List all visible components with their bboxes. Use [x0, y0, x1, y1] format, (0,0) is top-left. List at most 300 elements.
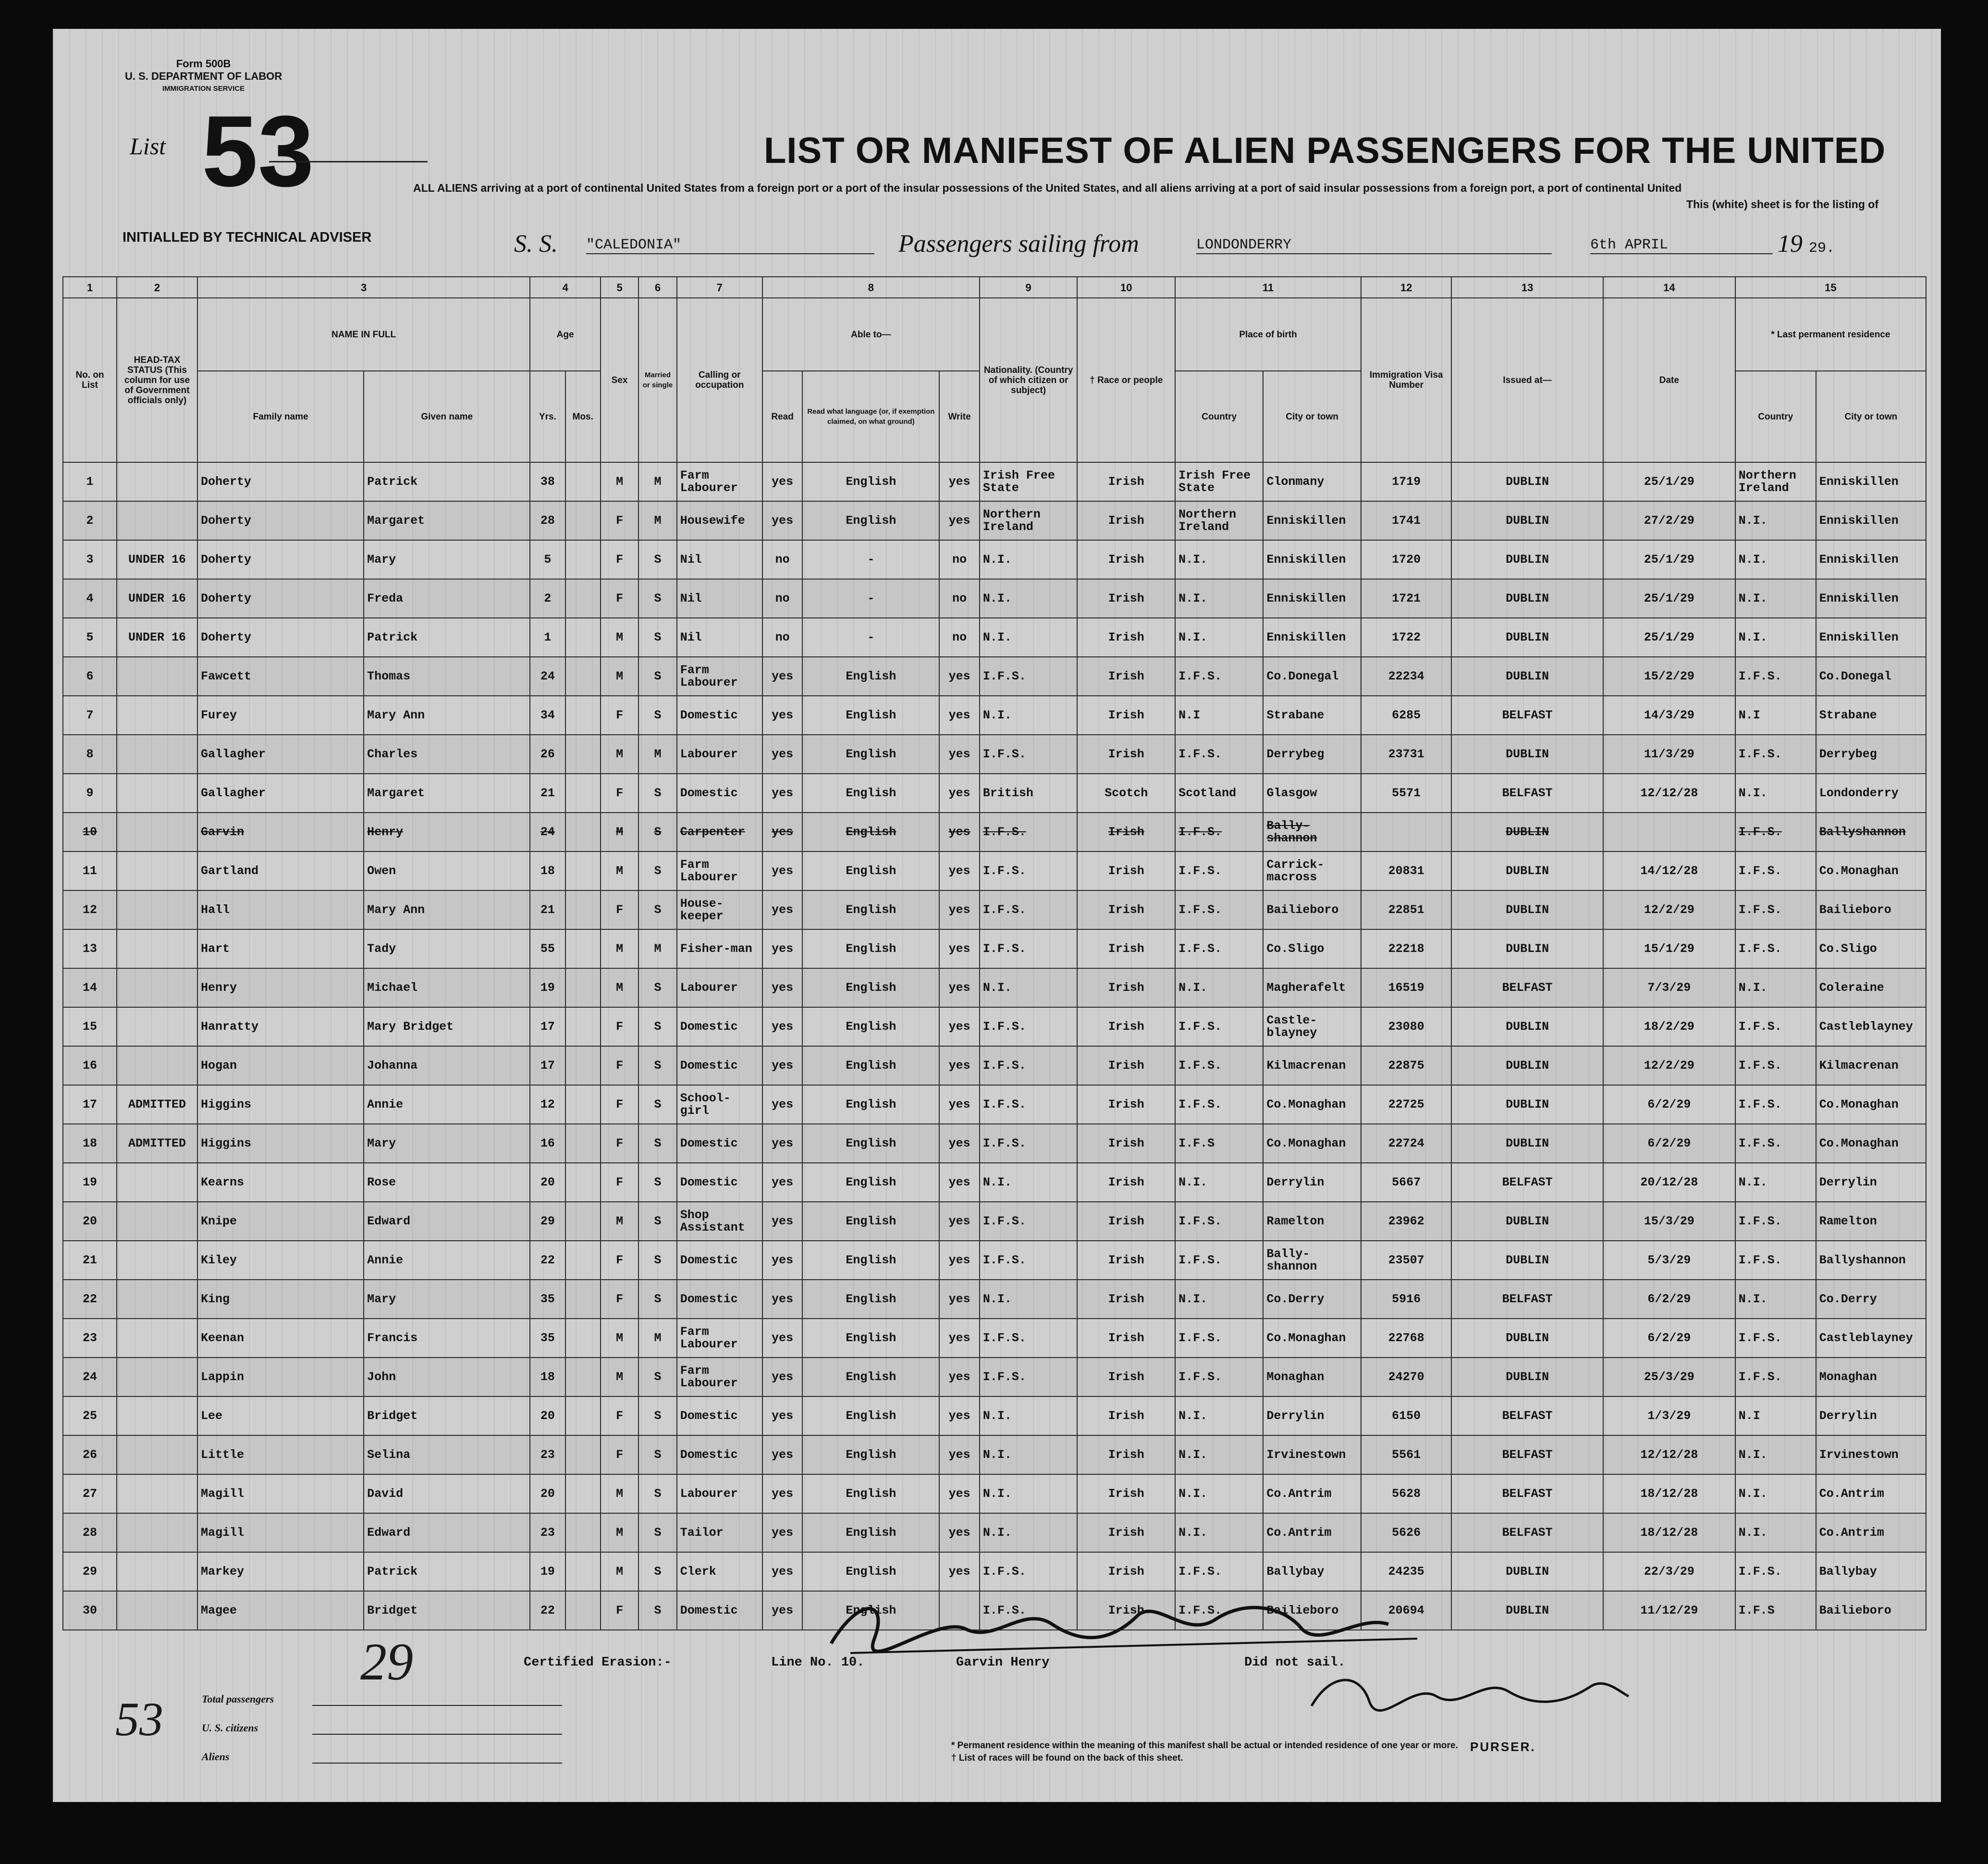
header-mos: Mos. — [565, 371, 601, 462]
issued-at: DUBLIN — [1451, 540, 1603, 579]
marital-status: S — [638, 1358, 676, 1396]
sex: F — [601, 774, 638, 813]
head-tax-status — [117, 1513, 197, 1552]
visa-number: 22851 — [1361, 890, 1451, 929]
sex: M — [601, 1202, 638, 1241]
head-tax-status — [117, 1046, 197, 1085]
family-name: King — [197, 1280, 364, 1319]
table-row — [63, 1202, 1926, 1241]
year-suffix: 29. — [1809, 240, 1835, 257]
table-row — [63, 657, 1926, 696]
birth-town: Bally-shannon — [1263, 813, 1361, 852]
visa-date: 18/12/28 — [1603, 1513, 1735, 1552]
visa-number: 1719 — [1361, 462, 1451, 501]
given-name: Johanna — [364, 1046, 530, 1085]
residence-country: I.F.S. — [1735, 735, 1816, 774]
given-name: Mary — [364, 1124, 530, 1163]
issued-at: DUBLIN — [1451, 813, 1603, 852]
visa-date: 15/1/29 — [1603, 929, 1735, 968]
occupation: Domestic — [677, 1241, 762, 1280]
visa-date: 20/12/28 — [1603, 1163, 1735, 1202]
row-number: 14 — [63, 968, 117, 1007]
age-years: 17 — [530, 1046, 565, 1085]
race: Irish — [1077, 618, 1175, 657]
residence-country: I.F.S — [1735, 1591, 1816, 1630]
occupation: Farm Labourer — [677, 462, 762, 501]
visa-number: 5561 — [1361, 1435, 1451, 1474]
birth-town: Co.Antrim — [1263, 1474, 1361, 1513]
column-number: 10 — [1077, 277, 1175, 298]
header-calling: Calling or occupation — [677, 298, 762, 462]
column-number: 8 — [762, 277, 980, 298]
occupation: Domestic — [677, 1396, 762, 1435]
family-name: Hanratty — [197, 1007, 364, 1046]
nationality: I.F.S. — [980, 1124, 1078, 1163]
nationality: Northern Ireland — [980, 501, 1078, 540]
column-number: 2 — [117, 277, 197, 298]
head-tax-status: UNDER 16 — [117, 579, 197, 618]
sex: F — [601, 1163, 638, 1202]
residence-town: Castleblayney — [1816, 1319, 1926, 1358]
can-read: yes — [762, 890, 802, 929]
race: Irish — [1077, 735, 1175, 774]
residence-country: I.F.S. — [1735, 1319, 1816, 1358]
birth-country: I.F.S — [1175, 1124, 1263, 1163]
residence-town: Kilmacrenan — [1816, 1046, 1926, 1085]
age-years: 18 — [530, 1358, 565, 1396]
issued-at: DUBLIN — [1451, 929, 1603, 968]
race: Irish — [1077, 1163, 1175, 1202]
residence-town: Strabane — [1816, 696, 1926, 735]
nationality: N.I. — [980, 1474, 1078, 1513]
sex: M — [601, 1319, 638, 1358]
marital-status: S — [638, 968, 676, 1007]
birth-country: Northern Ireland — [1175, 501, 1263, 540]
can-read: yes — [762, 1513, 802, 1552]
can-write: yes — [939, 735, 979, 774]
sex: M — [601, 968, 638, 1007]
age-years: 24 — [530, 657, 565, 696]
occupation: Nil — [677, 540, 762, 579]
issued-at: DUBLIN — [1451, 1358, 1603, 1396]
family-name: Garvin — [197, 813, 364, 852]
marital-status: S — [638, 813, 676, 852]
occupation: School-girl — [677, 1085, 762, 1124]
age-years: 55 — [530, 929, 565, 968]
departure-port: LONDONDERRY — [1196, 237, 1552, 254]
given-name: Margaret — [364, 501, 530, 540]
residence-town: Enniskillen — [1816, 462, 1926, 501]
can-write: yes — [939, 968, 979, 1007]
table-row — [63, 1163, 1926, 1202]
read-language: English — [802, 968, 939, 1007]
row-number: 19 — [63, 1163, 117, 1202]
nationality: I.F.S. — [980, 657, 1078, 696]
marital-status: S — [638, 1007, 676, 1046]
row-number: 11 — [63, 852, 117, 890]
age-years: 29 — [530, 1202, 565, 1241]
header-birth-country: Country — [1175, 371, 1263, 462]
age-years: 21 — [530, 890, 565, 929]
table-row — [63, 852, 1926, 890]
head-tax-status — [117, 1202, 197, 1241]
given-name: Edward — [364, 1513, 530, 1552]
row-number: 28 — [63, 1513, 117, 1552]
visa-date: 6/2/29 — [1603, 1319, 1735, 1358]
visa-date: 11/12/29 — [1603, 1591, 1735, 1630]
nationality: N.I. — [980, 968, 1078, 1007]
age-months — [565, 1202, 601, 1241]
table-row — [63, 618, 1926, 657]
head-tax-status — [117, 501, 197, 540]
birth-country: Scotland — [1175, 774, 1263, 813]
residence-town: Enniskillen — [1816, 501, 1926, 540]
age-years: 35 — [530, 1319, 565, 1358]
sex: F — [601, 696, 638, 735]
age-years: 26 — [530, 735, 565, 774]
table-row — [63, 696, 1926, 735]
birth-town: Enniskillen — [1263, 540, 1361, 579]
family-name: Little — [197, 1435, 364, 1474]
age-years: 1 — [530, 618, 565, 657]
age-months — [565, 1007, 601, 1046]
race: Irish — [1077, 1513, 1175, 1552]
read-language: English — [802, 1007, 939, 1046]
family-name: Fawcett — [197, 657, 364, 696]
visa-number: 23962 — [1361, 1202, 1451, 1241]
issued-at: BELFAST — [1451, 1396, 1603, 1435]
issued-at: DUBLIN — [1451, 852, 1603, 890]
read-language: English — [802, 1046, 939, 1085]
can-write: yes — [939, 1007, 979, 1046]
can-write: yes — [939, 929, 979, 968]
age-months — [565, 579, 601, 618]
residence-town: Co.Monaghan — [1816, 1085, 1926, 1124]
header-date: Date — [1603, 298, 1735, 462]
can-read: yes — [762, 1124, 802, 1163]
column-number: 11 — [1175, 277, 1361, 298]
birth-country: Irish Free State — [1175, 462, 1263, 501]
visa-date: 18/12/28 — [1603, 1474, 1735, 1513]
row-number: 24 — [63, 1358, 117, 1396]
can-read: yes — [762, 501, 802, 540]
family-name: Magill — [197, 1513, 364, 1552]
birth-country: N.I. — [1175, 1435, 1263, 1474]
sex: F — [601, 1085, 638, 1124]
birth-town: Co.Antrim — [1263, 1513, 1361, 1552]
column-number: 14 — [1603, 277, 1735, 298]
marital-status: S — [638, 1435, 676, 1474]
marital-status: M — [638, 735, 676, 774]
visa-number: 22768 — [1361, 1319, 1451, 1358]
can-read: yes — [762, 852, 802, 890]
age-years: 22 — [530, 1591, 565, 1630]
can-read: yes — [762, 1202, 802, 1241]
marital-status: S — [638, 657, 676, 696]
issued-at: BELFAST — [1451, 696, 1603, 735]
residence-town: Derrylin — [1816, 1163, 1926, 1202]
age-years: 19 — [530, 1552, 565, 1591]
residence-town: Derrybeg — [1816, 735, 1926, 774]
birth-town: Co.Monaghan — [1263, 1124, 1361, 1163]
visa-number: 16519 — [1361, 968, 1451, 1007]
sex: M — [601, 1358, 638, 1396]
age-months — [565, 890, 601, 929]
table-row — [63, 501, 1926, 540]
birth-town: Enniskillen — [1263, 579, 1361, 618]
header-read: Read — [762, 371, 802, 462]
visa-date: 1/3/29 — [1603, 1396, 1735, 1435]
issued-at: DUBLIN — [1451, 1319, 1603, 1358]
can-write: yes — [939, 890, 979, 929]
visa-date: 15/2/29 — [1603, 657, 1735, 696]
residence-country: N.I. — [1735, 968, 1816, 1007]
residence-country: N.I. — [1735, 1435, 1816, 1474]
residence-town: Londonderry — [1816, 774, 1926, 813]
race: Irish — [1077, 813, 1175, 852]
table-row — [63, 1241, 1926, 1280]
column-number: 4 — [530, 277, 601, 298]
occupation: Farm Labourer — [677, 1319, 762, 1358]
sex: M — [601, 929, 638, 968]
us-citizens-line — [312, 1734, 562, 1735]
sex: F — [601, 579, 638, 618]
race: Irish — [1077, 579, 1175, 618]
officer-signature — [1302, 1663, 1638, 1720]
form-number: Form 500B — [176, 58, 231, 70]
birth-country: I.F.S. — [1175, 852, 1263, 890]
marital-status: S — [638, 1591, 676, 1630]
can-read: yes — [762, 1046, 802, 1085]
residence-town: Bailieboro — [1816, 1591, 1926, 1630]
table-row — [63, 1358, 1926, 1396]
birth-country: N.I. — [1175, 1163, 1263, 1202]
birth-country: N.I. — [1175, 540, 1263, 579]
birth-country: N.I. — [1175, 579, 1263, 618]
age-months — [565, 1085, 601, 1124]
subtitle-instructions: ALL ALIENS arriving at a port of continental United States from a foreign port or a port of the insular possessions of the United States, and all aliens arriving at a port of said insular possessions from a foreign port, a port of continental United — [413, 182, 1682, 194]
age-months — [565, 1124, 601, 1163]
age-years: 23 — [530, 1435, 565, 1474]
given-name: David — [364, 1474, 530, 1513]
birth-country: N.I. — [1175, 968, 1263, 1007]
given-name: Tady — [364, 929, 530, 968]
birth-town: Monaghan — [1263, 1358, 1361, 1396]
age-months — [565, 618, 601, 657]
row-number: 9 — [63, 774, 117, 813]
visa-date: 6/2/29 — [1603, 1124, 1735, 1163]
birth-town: Co.Donegal — [1263, 657, 1361, 696]
read-language: English — [802, 1474, 939, 1513]
occupation: Carpenter — [677, 813, 762, 852]
can-write: yes — [939, 1163, 979, 1202]
can-write: yes — [939, 501, 979, 540]
can-read: yes — [762, 1552, 802, 1591]
table-row — [63, 1513, 1926, 1552]
sex: F — [601, 890, 638, 929]
row-number: 18 — [63, 1124, 117, 1163]
occupation: Labourer — [677, 1474, 762, 1513]
can-write: no — [939, 579, 979, 618]
nationality: I.F.S. — [980, 813, 1078, 852]
head-tax-status — [117, 774, 197, 813]
residence-country: I.F.S. — [1735, 1007, 1816, 1046]
family-name: Doherty — [197, 540, 364, 579]
header-write: Write — [939, 371, 979, 462]
list-number: 53 — [202, 95, 314, 208]
age-years: 12 — [530, 1085, 565, 1124]
age-months — [565, 1591, 601, 1630]
can-read: yes — [762, 1591, 802, 1630]
sex: F — [601, 1435, 638, 1474]
family-name: Hart — [197, 929, 364, 968]
can-read: yes — [762, 1319, 802, 1358]
nationality: Irish Free State — [980, 462, 1078, 501]
marital-status: S — [638, 1085, 676, 1124]
birth-town: Carrick-macross — [1263, 852, 1361, 890]
family-name: Doherty — [197, 618, 364, 657]
age-years: 17 — [530, 1007, 565, 1046]
header-yrs: Yrs. — [530, 371, 565, 462]
given-name: Bridget — [364, 1396, 530, 1435]
family-name: Lappin — [197, 1358, 364, 1396]
head-tax-status — [117, 1474, 197, 1513]
residence-town: Co.Donegal — [1816, 657, 1926, 696]
read-language: English — [802, 1396, 939, 1435]
age-years: 16 — [530, 1124, 565, 1163]
header-family-name: Family name — [197, 371, 364, 462]
race: Irish — [1077, 1474, 1175, 1513]
age-months — [565, 1552, 601, 1591]
row-number: 21 — [63, 1241, 117, 1280]
race: Irish — [1077, 1319, 1175, 1358]
marital-status: S — [638, 1124, 676, 1163]
birth-country: N.I. — [1175, 1474, 1263, 1513]
given-name: Mary Ann — [364, 890, 530, 929]
ship-label: S. S. — [514, 230, 558, 258]
table-row — [63, 1280, 1926, 1319]
nationality: I.F.S. — [980, 1552, 1078, 1591]
given-name: John — [364, 1358, 530, 1396]
issued-at: DUBLIN — [1451, 657, 1603, 696]
race: Irish — [1077, 1085, 1175, 1124]
occupation: Domestic — [677, 1124, 762, 1163]
birth-country: I.F.S. — [1175, 1046, 1263, 1085]
nationality: N.I. — [980, 618, 1078, 657]
residence-town: Castleblayney — [1816, 1007, 1926, 1046]
visa-number: 5667 — [1361, 1163, 1451, 1202]
table-row — [63, 1046, 1926, 1085]
sex: M — [601, 852, 638, 890]
residence-country: N.I. — [1735, 579, 1816, 618]
header-age: Age — [530, 298, 601, 371]
race: Irish — [1077, 1280, 1175, 1319]
issued-at: DUBLIN — [1451, 579, 1603, 618]
can-read: yes — [762, 735, 802, 774]
given-name: Annie — [364, 1241, 530, 1280]
marital-status: S — [638, 1552, 676, 1591]
table-row — [63, 774, 1926, 813]
row-number: 2 — [63, 501, 117, 540]
can-write: yes — [939, 657, 979, 696]
table-row — [63, 1474, 1926, 1513]
nationality: I.F.S. — [980, 1319, 1078, 1358]
visa-date: 25/1/29 — [1603, 618, 1735, 657]
column-number: 5 — [601, 277, 638, 298]
birth-town: Co.Monaghan — [1263, 1085, 1361, 1124]
read-language: English — [802, 890, 939, 929]
nationality: I.F.S. — [980, 1241, 1078, 1280]
residence-town: Co.Monaghan — [1816, 852, 1926, 890]
sex: M — [601, 1552, 638, 1591]
visa-number — [1361, 813, 1451, 852]
visa-number: 5626 — [1361, 1513, 1451, 1552]
birth-country: N.I. — [1175, 1513, 1263, 1552]
issued-at: DUBLIN — [1451, 501, 1603, 540]
read-language: English — [802, 735, 939, 774]
header-name-in-full: NAME IN FULL — [197, 298, 530, 371]
residence-country: I.F.S. — [1735, 852, 1816, 890]
read-language: English — [802, 657, 939, 696]
marital-status: S — [638, 618, 676, 657]
residence-footnote: * Permanent residence within the meaning of this manifest shall be actual or intended residence of one year or more. — [951, 1741, 1458, 1751]
can-read: no — [762, 540, 802, 579]
age-months — [565, 1358, 601, 1396]
row-number: 20 — [63, 1202, 117, 1241]
visa-date: 14/3/29 — [1603, 696, 1735, 735]
sex: M — [601, 813, 638, 852]
age-years: 23 — [530, 1513, 565, 1552]
birth-town: Derrylin — [1263, 1396, 1361, 1435]
residence-town: Monaghan — [1816, 1358, 1926, 1396]
family-name: Higgins — [197, 1085, 364, 1124]
header-race: † Race or people — [1077, 298, 1175, 462]
row-number: 1 — [63, 462, 117, 501]
age-years: 5 — [530, 540, 565, 579]
row-number: 5 — [63, 618, 117, 657]
visa-number: 1720 — [1361, 540, 1451, 579]
nationality: I.F.S. — [980, 890, 1078, 929]
can-read: yes — [762, 1396, 802, 1435]
header-residence-city: City or town — [1816, 371, 1926, 462]
can-write: yes — [939, 852, 979, 890]
department-name: U. S. DEPARTMENT OF LABOR — [125, 70, 282, 82]
nationality: I.F.S. — [980, 1007, 1078, 1046]
marital-status: S — [638, 579, 676, 618]
marital-status: S — [638, 1202, 676, 1241]
family-name: Doherty — [197, 579, 364, 618]
birth-town: Magherafelt — [1263, 968, 1361, 1007]
visa-date: 27/2/29 — [1603, 501, 1735, 540]
family-name: Gallagher — [197, 774, 364, 813]
row-number: 15 — [63, 1007, 117, 1046]
family-name: Markey — [197, 1552, 364, 1591]
can-write: yes — [939, 1435, 979, 1474]
visa-date: 25/3/29 — [1603, 1358, 1735, 1396]
birth-country: I.F.S. — [1175, 1591, 1263, 1630]
year-prefix: 19 — [1778, 230, 1803, 258]
table-row — [63, 540, 1926, 579]
residence-country: N.I. — [1735, 540, 1816, 579]
handwritten-total: 29 — [360, 1632, 413, 1691]
can-read: yes — [762, 968, 802, 1007]
can-read: yes — [762, 774, 802, 813]
head-tax-status — [117, 657, 197, 696]
given-name: Margaret — [364, 774, 530, 813]
age-months — [565, 540, 601, 579]
nationality: I.F.S. — [980, 1046, 1078, 1085]
residence-town: Ramelton — [1816, 1202, 1926, 1241]
